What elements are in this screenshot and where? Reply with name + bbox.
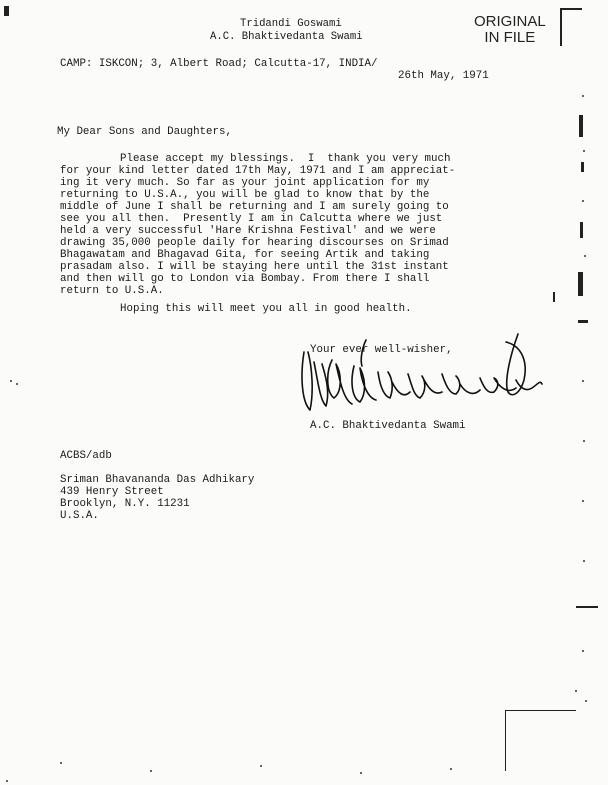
body-line: return to U.S.A.: [60, 285, 164, 297]
stamp-line-2: IN FILE: [484, 29, 536, 46]
stamp-corner-mark: [560, 8, 582, 46]
signature-name: A.C. Bhaktivedanta Swami: [310, 420, 466, 432]
scan-speck: [582, 95, 584, 97]
recipient-street: 439 Henry Street: [60, 486, 164, 498]
scan-mark: [578, 320, 588, 323]
scan-speck: [582, 650, 584, 652]
scan-speck: [584, 255, 586, 257]
handwritten-signature: [296, 322, 556, 422]
scan-speck: [450, 768, 452, 770]
scan-mark: [581, 162, 584, 172]
scan-mark: [579, 115, 583, 137]
recipient-city: Brooklyn, N.Y. 11231: [60, 498, 190, 510]
body-line: for your kind letter dated 17th May, 1971 and I am appreciat-: [60, 165, 456, 177]
scan-speck: [582, 380, 584, 382]
scan-corner-mark: [505, 710, 576, 771]
scan-speck: [16, 383, 18, 385]
scan-speck: [583, 440, 585, 442]
original-in-file-stamp: [474, 14, 546, 46]
body-line: see you all then. Presently I am in Calcutta where we just: [60, 213, 443, 225]
scan-mark: [580, 222, 583, 238]
scan-mark: [576, 606, 598, 608]
body-line: Bhagawatam and Bhagavad Gita, for seeing Artik and taking: [60, 249, 430, 261]
body-line: drawing 35,000 people daily for hearing discourses on Srimad: [60, 237, 449, 249]
body-line: Please accept my blessings. I thank you very much: [120, 153, 451, 165]
body-line: returning to U.S.A., you will be glad to know that by the: [60, 189, 430, 201]
scan-speck: [150, 770, 152, 772]
scan-speck: [583, 150, 585, 152]
closing-line: Hoping this will meet you all in good health.: [120, 303, 412, 315]
scan-speck: [582, 500, 584, 502]
body-line: held a very successful 'Hare Krishna Festival' and we were: [60, 225, 436, 237]
scan-mark: [4, 6, 9, 16]
letterhead-name: A.C. Bhaktivedanta Swami: [210, 31, 363, 43]
reference-initials: ACBS/adb: [60, 450, 112, 462]
scan-speck: [575, 690, 577, 692]
body-line: prasadam also. I will be staying here until the 31st instant: [60, 261, 449, 273]
body-line: ing it very much. So far as your joint application for my: [60, 177, 430, 189]
salutation: My Dear Sons and Daughters,: [57, 126, 232, 138]
scan-speck: [260, 765, 262, 767]
recipient-country: U.S.A.: [60, 510, 99, 522]
signoff: Your ever well-wisher,: [310, 344, 453, 356]
scan-speck: [583, 560, 585, 562]
stamp-line-1: ORIGINAL: [474, 13, 546, 30]
scan-speck: [585, 700, 587, 702]
scan-speck: [360, 772, 362, 774]
letterhead-title: Tridandi Goswami: [240, 18, 342, 30]
scan-mark: [553, 292, 555, 302]
body-line: middle of June I shall be returning and I am surely going to: [60, 201, 449, 213]
scan-speck: [582, 200, 584, 202]
letter-date: 26th May, 1971: [398, 70, 489, 82]
scan-speck: [60, 762, 62, 764]
scan-speck: [6, 780, 8, 782]
scan-mark: [578, 272, 583, 296]
recipient-name: Sriman Bhavananda Das Adhikary: [60, 474, 255, 486]
camp-address: CAMP: ISKCON; 3, Albert Road; Calcutta-17, INDIA/: [60, 58, 378, 70]
scan-speck: [10, 380, 12, 382]
body-line: and then will go to London via Bombay. From there I shall: [60, 273, 430, 285]
